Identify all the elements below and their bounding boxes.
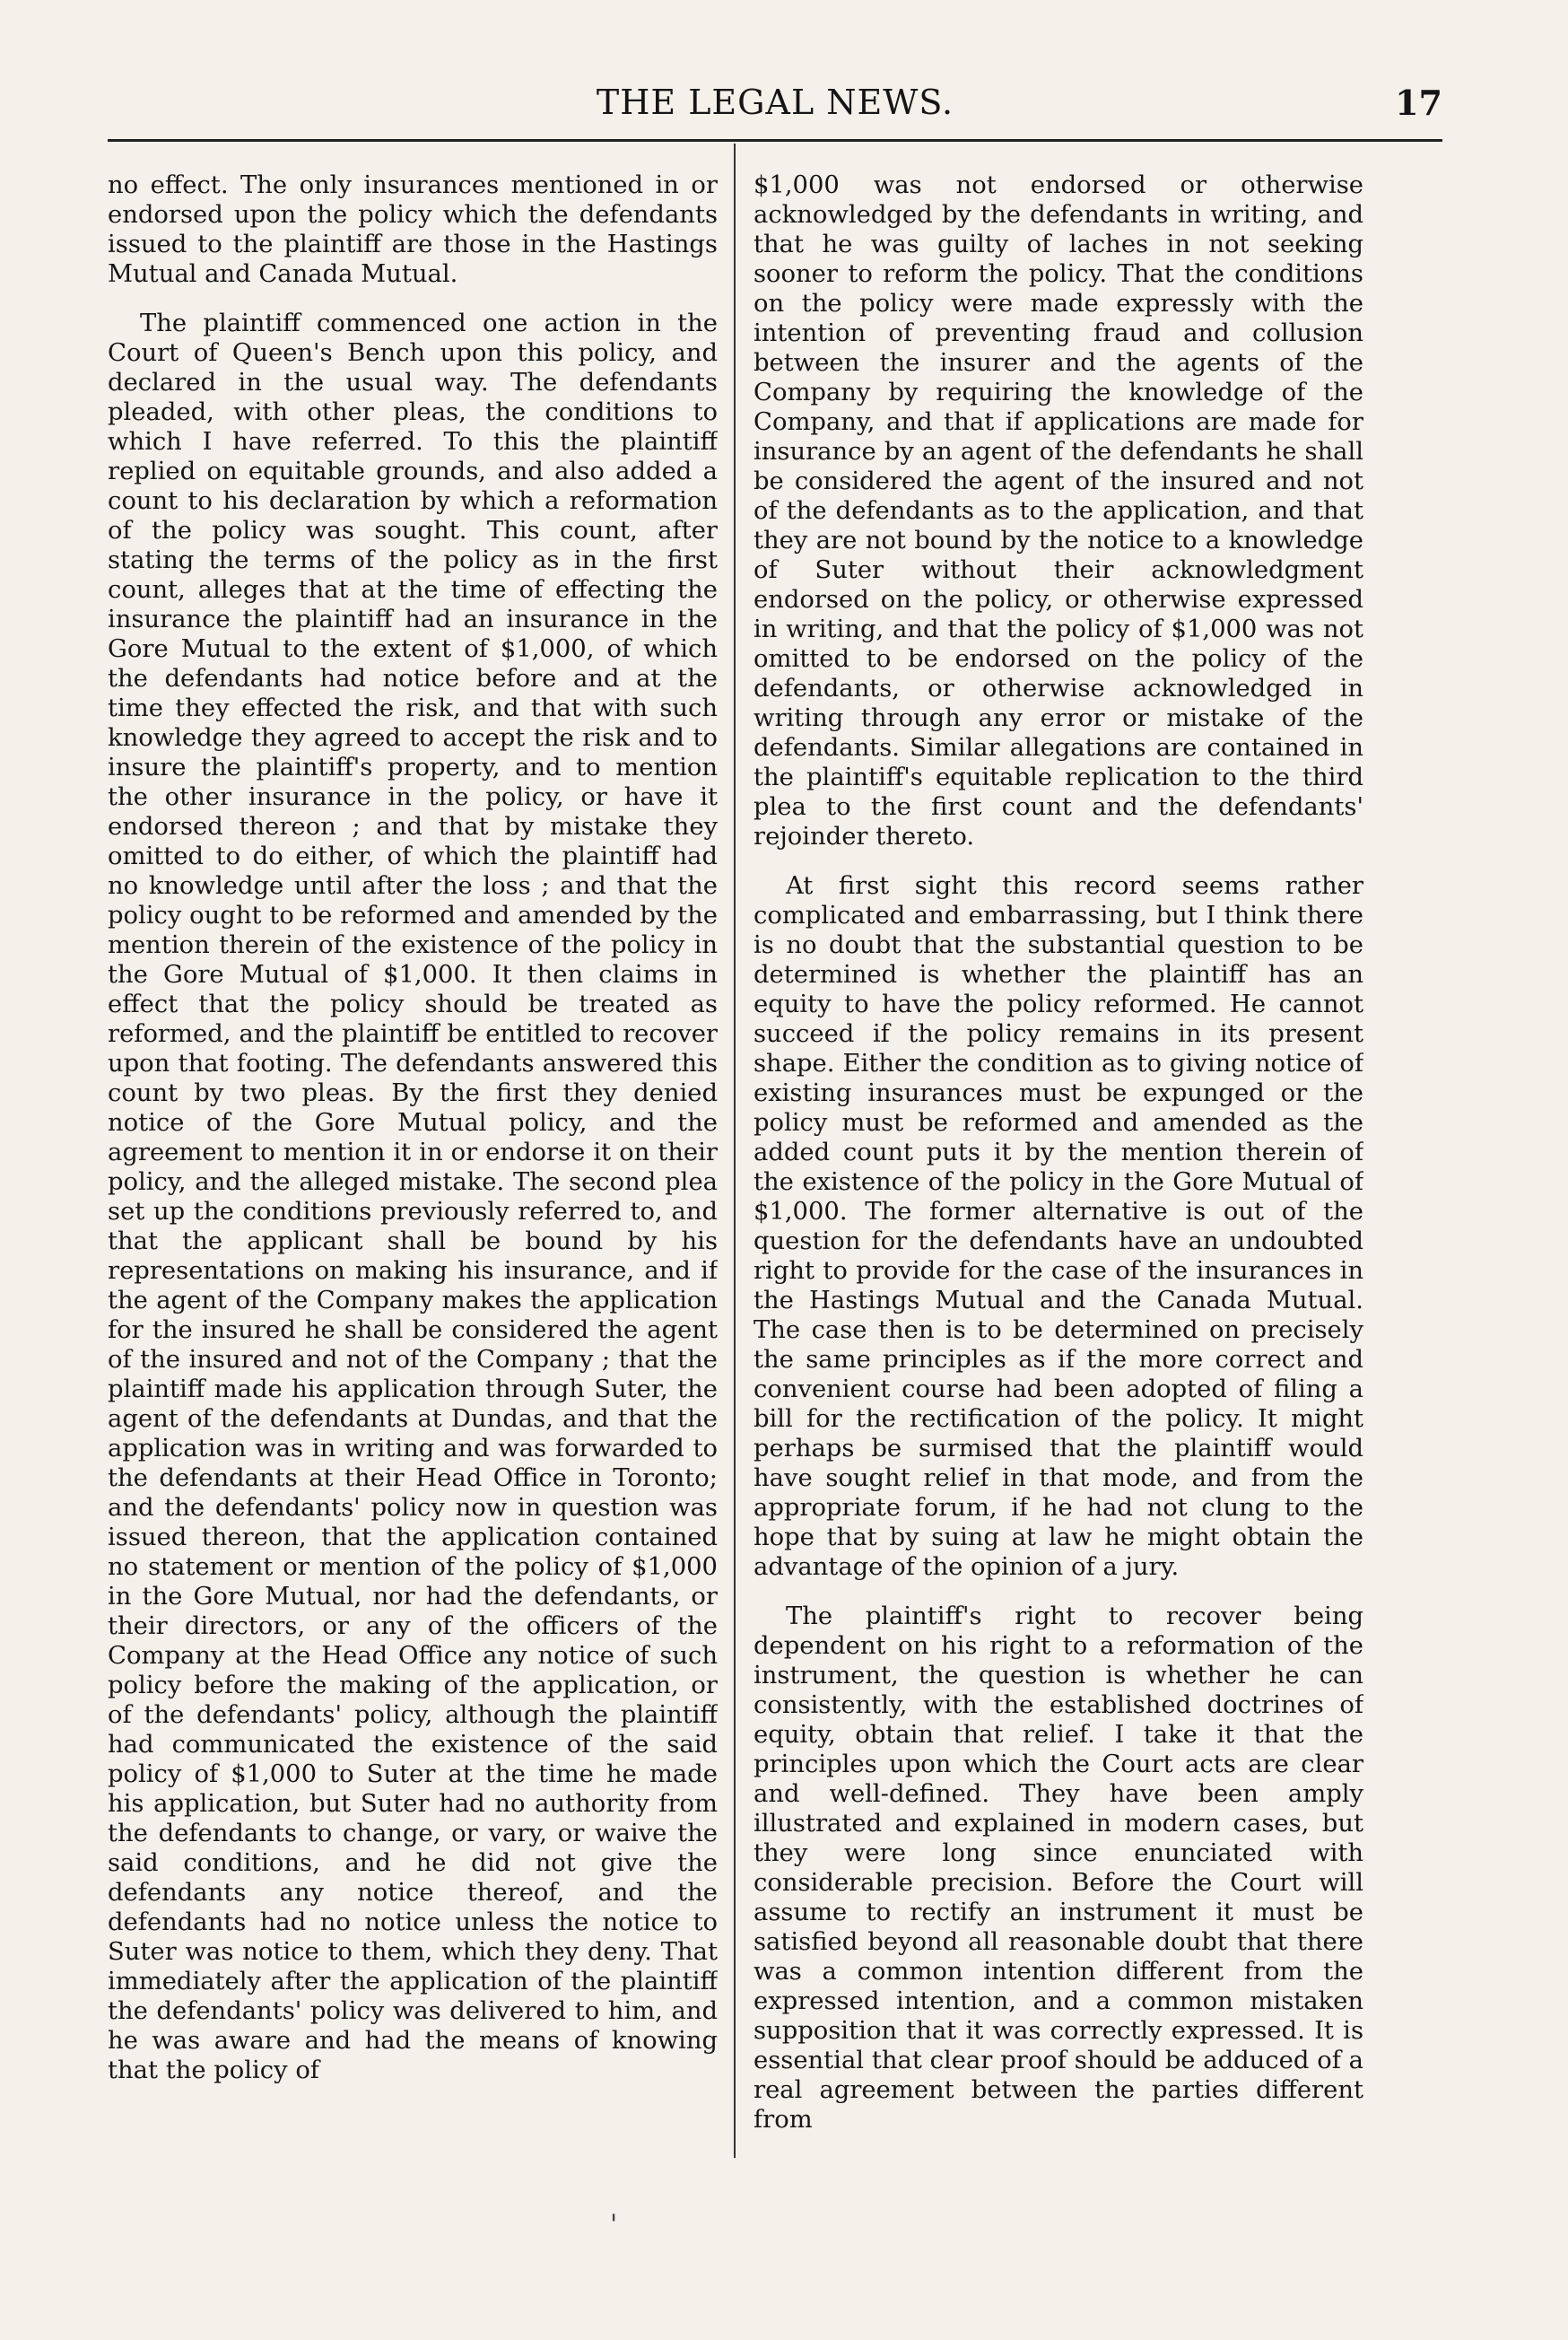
header-rule — [108, 139, 1442, 142]
paragraph: At first sight this record seems rather complicated and embarrassing, but I think there is no doubt that the substantial question to be determined is whether the plaintiff has an equity to have the policy reformed. He cannot succeed if the policy remains in its present shape. Either the condition as to giving notice of existing insurances must be expunged or the policy must be reformed and amended as the added count puts it by the mention therein of the existence of the policy in the Gore Mutual of $1,000. The former alternative is out of the question for the defendants have an undoubted right to provide for the case of the insurances in the Hastings Mutual and the Canada Mutual. The case then is to be determined on precisely the same principles as if the more correct and convenient course had been adopted of filing a bill for the rectification of the policy. It might perhaps be surmised that the plaintiff would have sought relief in that mode, and from the appropriate forum, if he had not clung to the hope that by suing at law he might obtain the advantage of the opinion of a jury. — [754, 872, 1363, 1581]
paragraph: $1,000 was not endorsed or otherwise acknowledged by the defendants in writing, and that he was guilty of laches in not seeking sooner to reform the policy. That the conditions on the policy were made expressly with the intention of preventing fraud and collusion between the insurer and the agents of the Company by requiring the knowledge of the Company, and that if applications are made for insurance by an agent of the defendants he shall be considered the agent of the insured and not of the defendants as to the application, and that they are not bound by the notice to a knowledge of Suter without their acknowledgment endorsed on the policy, or otherwise expressed in writing, and that the policy of $1,000 was not omitted to be endorsed on the policy of the defendants, or otherwise acknowledged in writing through any error or mistake of the defendants. Similar allegations are contained in the plaintiff's equitable replication to the third plea to the first count and the defendants' rejoinder thereto. — [754, 171, 1363, 851]
right-column — [754, 170, 1363, 2144]
footer-mark: ' — [610, 2209, 618, 2240]
paragraph: no effect. The only insurances mentioned in or endorsed upon the policy which the defendants issued to the plaintiff are those in the Hastings Mutual and Canada Mutual. — [108, 171, 718, 288]
left-column — [108, 170, 718, 2144]
paragraph: The plaintiff commenced one action in the Court of Queen's Bench upon this policy, and declared in the usual way. The defendants pleaded, with other pleas, the conditions to which I have referred. To this the plaintiff replied on equitable grounds, and also added a count to his declaration by which a reformation of the policy was sought. This count, after stating the terms of the policy as in the first count, alleges that at the time of effecting the insurance the plaintiff had an insurance in the Gore Mutual to the extent of $1,000, of which the defendants had notice before and at the time they effected the risk, and that with such knowledge they agreed to accept the risk and to insure the plaintiff's property, and to mention the other insurance in the policy, or have it endorsed thereon ; and that by mistake they omitted to do either, of which the plaintiff had no knowledge until after the loss ; and that the policy ought to be reformed and amended by the mention therein of the existence of the policy in the Gore Mutual of $1,000. It then claims in effect that the policy should be treated as reformed, and the plaintiff be entitled to recover upon that footing. The defendants answered this count by two pleas. By the first they denied notice of the Gore Mutual policy, and the agreement to mention it in or endorse it on their policy, and the alleged mistake. The second plea set up the conditions previously referred to, and that the applicant shall be bound by his representations on making his insurance, and if the agent of the Company makes the application for the insured he shall be considered the agent of the insured and not of the Company ; that the plaintiff made his application through Suter, the agent of the defendants at Dundas, and that the application was in writing and was forwarded to the defendants at their Head Office in Toronto; and the defendants' policy now in question was issued thereon, that the application contained no statement or mention of the policy of $1,000 in the Gore Mutual, nor had the defendants, or their directors, or any of the officers of the Company at the Head Office any notice of such policy before the making of the application, or of the defendants' policy, although the plaintiff had communicated the existence of the said policy of $1,000 to Suter at the time he made his application, but Suter had no authority from the defendants to change, or vary, or waive the said conditions, and he did not give the defendants any notice thereof, and the defendants had no notice unless the notice to Suter was notice to them, which they deny. That immediately after the application of the plaintiff the defendants' policy was delivered to him, and he was aware and had the means of knowing that the policy of — [108, 310, 718, 2084]
paragraph: The plaintiff's right to recover being dependent on his right to a reformation of the instrument, the question is whether he can consistently, with the established doctrines of equity, obtain that relief. I take it that the principles upon which the Court acts are clear and well-defined. They have been amply illustrated and explained in modern cases, but they were long since enunciated with considerable precision. Before the Court will assume to rectify an instrument it must be satisfied beyond all reasonable doubt that there was a common intention different from the expressed intention, and a common mistaken supposition that it was correctly expressed. It is essential that clear proof should be adduced of a real agreement between the parties different from — [754, 1602, 1363, 2134]
page-header — [108, 63, 1442, 144]
journal-title: THE LEGAL NEWS. — [596, 83, 954, 122]
page-number: 17 — [1395, 83, 1442, 123]
column-divider — [734, 144, 736, 2158]
